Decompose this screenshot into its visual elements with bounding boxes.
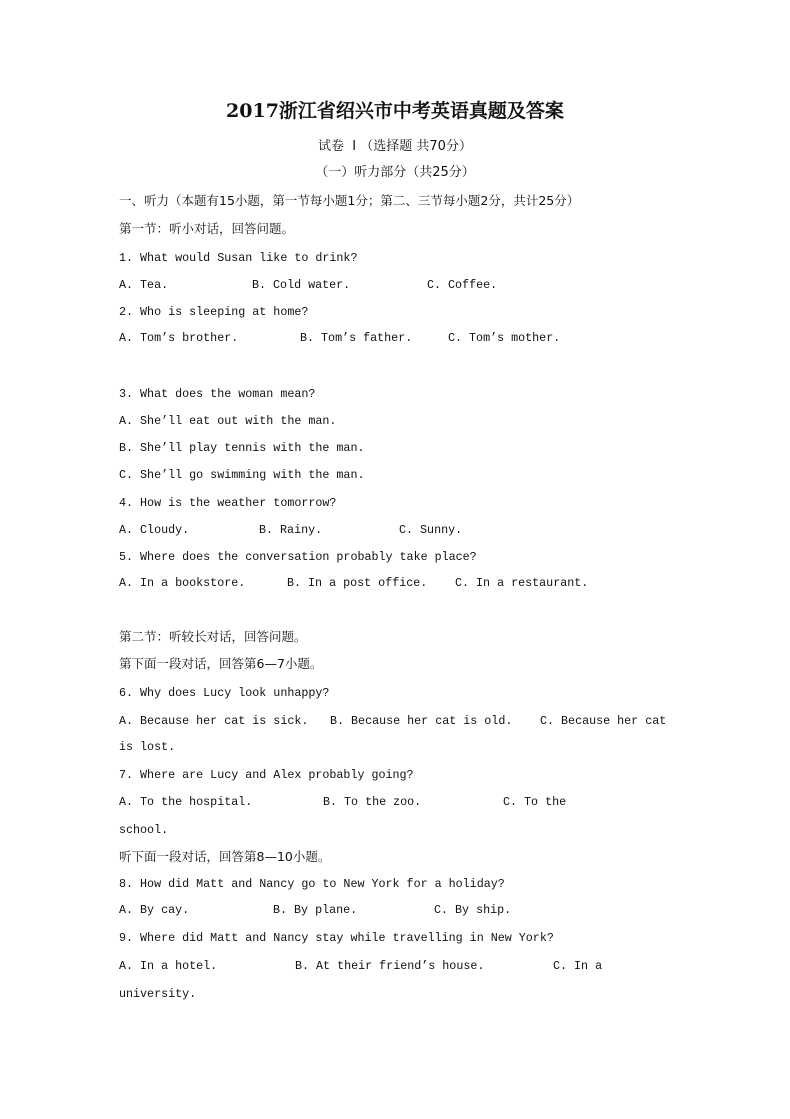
dialog2-instruction: 听下面一段对话，回答第8—10小题。 [119, 849, 331, 864]
option-continued: university. [119, 987, 197, 1001]
dialog1-instruction: 第下面一段对话，回答第6—7小题。 [119, 656, 323, 671]
option: B. At their friend’s house. [295, 959, 485, 973]
option: A. In a hotel. [119, 959, 218, 973]
document-title: 2017浙江省绍兴市中考英语真题及答案 [226, 100, 564, 122]
option: C. In a restaurant. [455, 576, 589, 590]
option: B. She’ll play tennis with the man. [119, 441, 365, 455]
listening-part-heading: （一）听力部分（共25分） [315, 165, 475, 180]
option: B. By plane. [273, 903, 358, 917]
question-6: 6. Why does Lucy look unhappy? [119, 686, 330, 700]
option: A. Tom’s brother. [119, 331, 239, 345]
option: A. Cloudy. [119, 523, 190, 537]
option: A. In a bookstore. [119, 576, 246, 590]
option: C. Sunny. [399, 523, 463, 537]
question-2: 2. Who is sleeping at home? [119, 305, 309, 319]
section2-heading: 第二节：听较长对话，回答问题。 [119, 629, 307, 644]
option: C. Because her cat [540, 714, 667, 728]
option: A. She’ll eat out with the man. [119, 414, 337, 428]
option: B. To the zoo. [323, 795, 422, 809]
option: B. Because her cat is old. [330, 714, 513, 728]
option: B. Cold water. [252, 278, 351, 292]
option: B. Tom’s father. [300, 331, 413, 345]
question-1: 1. What would Susan like to drink? [119, 251, 358, 265]
listening-instruction: 一、听力（本题有15小题，第一节每小题1分；第二、三节每小题2分，共计25分） [119, 193, 580, 208]
paper-subtitle: 试卷 Ⅰ （选择题 共70分） [318, 139, 472, 154]
option: A. Because her cat is sick. [119, 714, 309, 728]
question-3: 3. What does the woman mean? [119, 387, 316, 401]
option: B. In a post office. [287, 576, 428, 590]
option: A. To the hospital. [119, 795, 253, 809]
option: A. Tea. [119, 278, 169, 292]
question-7: 7. Where are Lucy and Alex probably going? [119, 768, 414, 782]
option: C. In a [553, 959, 603, 973]
question-4: 4. How is the weather tomorrow? [119, 496, 337, 510]
question-8: 8. How did Matt and Nancy go to New York for a holiday? [119, 877, 505, 891]
option-continued: school. [119, 823, 169, 837]
option: B. Rainy. [259, 523, 323, 537]
option: C. Coffee. [427, 278, 498, 292]
question-5: 5. Where does the conversation probably take place? [119, 550, 477, 564]
option-continued: is lost. [119, 740, 176, 754]
section1-heading: 第一节：听小对话，回答问题。 [119, 221, 295, 236]
option: C. Tom’s mother. [448, 331, 561, 345]
option: C. By ship. [434, 903, 512, 917]
question-9: 9. Where did Matt and Nancy stay while travelling in New York? [119, 931, 554, 945]
option: A. By cay. [119, 903, 190, 917]
option: C. She’ll go swimming with the man. [119, 468, 365, 482]
option: C. To the [503, 795, 567, 809]
